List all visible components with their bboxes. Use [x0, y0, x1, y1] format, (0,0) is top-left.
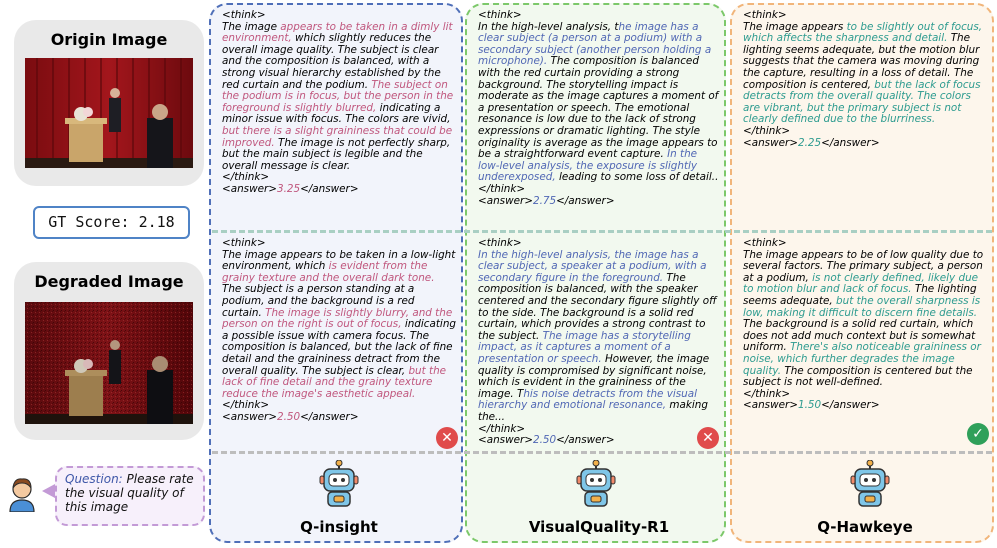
- highlighted-text: is evident from the grainy texture and the overall dark tone.: [222, 260, 435, 284]
- highlighted-text: In the low-level analysis, the exposure is slightly underexposed,: [478, 148, 698, 184]
- response-text: indicating a minor issue with focus. The colors are vivid,: [222, 101, 451, 126]
- row-separator-top: [212, 230, 992, 233]
- q-insight-wrong-icon: ✕: [436, 427, 458, 449]
- gt-score-label: GT Score:: [48, 213, 130, 231]
- degraded-image-card: [14, 262, 204, 440]
- answer-open-tag: <answer>: [743, 136, 798, 149]
- answer-score: 2.75: [532, 194, 557, 207]
- think-open-tag: <think>: [478, 9, 522, 21]
- response-text: making the...: [478, 399, 708, 423]
- think-close-tag: </think>: [222, 399, 270, 412]
- response-text: However, the image quality is compromised by significant noise, which is evident in the graininess of the image. T: [478, 352, 710, 400]
- response-text: The image is not perfectly sharp, but the main subject is legible and the overall message is clear.: [222, 136, 451, 172]
- highlighted-text: but the overall sharpness is low, making it difficult to discern fine details.: [743, 294, 981, 319]
- highlighted-text: appears to be taken in a dimly lit environment,: [222, 20, 453, 45]
- answer-open-tag: <answer>: [743, 399, 798, 412]
- think-close-tag: </think>: [478, 182, 526, 195]
- response-text: The background is a solid red curtain, which does not add much context but is somewhat uniform.: [743, 318, 976, 354]
- answer-score: 2.50: [276, 410, 301, 423]
- highlighted-text: his noise detracts from the visual hierarchy and emotional resonance,: [478, 387, 698, 412]
- question-text: Please rate the visual quality of this image: [65, 472, 194, 514]
- answer-score: 1.50: [797, 399, 822, 412]
- answer-open-tag: <answer>: [478, 194, 533, 207]
- response-text: leading to some loss of detail..: [555, 171, 719, 184]
- user-avatar-icon: [4, 474, 40, 512]
- response-text: The lighting seems adequate, but the motion blur suggests that the camera was moving during the capture, resulting in a loss of detail. The composition is centered,: [743, 32, 980, 91]
- q-insight-response-origin: [222, 10, 456, 196]
- question-pointer: [42, 484, 55, 498]
- origin-image-card: [14, 20, 204, 186]
- response-text: indicating a possible issue with camera focus. The composition is balanced, but the lack of fine detail and the graininess detract from the overall quality. The subject is clear,: [222, 318, 456, 377]
- answer-close-tag: </answer>: [300, 410, 359, 423]
- think-open-tag: <think>: [222, 237, 266, 249]
- response-text: The image appears to be of low quality due to several factors. The primary subject, a person at a podium,: [743, 248, 984, 284]
- response-text: The composition is balanced, with the speaker centered and the secondary figure slightly off to the side. The background is a solid red curtain, which provides a strong contrast to the subject.: [478, 271, 717, 342]
- highlighted-text: but the lack of fine detail and the grainy texture reduce the image's aesthetic appeal.: [222, 364, 447, 400]
- think-open-tag: <think>: [743, 9, 787, 21]
- response-text: The composition is balanced with the red curtain providing a strong background. The storytelling impact is moderate as the image captures a moment of a presentation or speech. The emotional resonance is low due to the lack of strong expressions or dramatic lighting. The style originality is average as the image appears to be a straightforward event capture.: [478, 55, 719, 161]
- think-close-tag: </think>: [222, 171, 270, 184]
- visualquality-r1-label: VisualQuality-R1: [528, 518, 670, 536]
- visualquality-r1-response-degraded: [478, 238, 720, 447]
- q-insight-label: Q-insight: [300, 518, 378, 536]
- response-text: The image appears: [743, 20, 847, 33]
- gt-score-box: [33, 206, 190, 239]
- answer-open-tag: <answer>: [222, 182, 277, 195]
- degraded-image-photo: [25, 302, 193, 424]
- think-open-tag: <think>: [743, 237, 787, 249]
- q-hawkeye-response-degraded: [743, 238, 987, 412]
- highlighted-text: In the high-level analysis, the image has a clear subject, a speaker at a podium, with a secondary figure in the foreground.: [478, 248, 707, 284]
- think-close-tag: </think>: [743, 387, 791, 400]
- response-text: The image: [222, 20, 281, 33]
- question-label: Question:: [65, 472, 123, 486]
- highlighted-text: The subject on the podium is in focus, but the person in the foreground is slightly blurred,: [222, 78, 454, 114]
- answer-close-tag: </answer>: [821, 136, 880, 149]
- response-text: The composition is centered but the subject is not well-defined.: [743, 364, 973, 389]
- degraded-image-title: Degraded Image: [34, 272, 184, 291]
- q-hawkeye-correct-icon: ✓: [967, 423, 989, 445]
- response-text: The image appears to be taken in a low-light environment, which: [222, 248, 456, 273]
- answer-close-tag: </answer>: [300, 182, 359, 195]
- response-text: The lighting seems adequate,: [743, 283, 977, 307]
- answer-score: 2.25: [797, 136, 822, 149]
- highlighted-text: but there is a slight graininess that could be improved.: [222, 124, 453, 149]
- think-close-tag: </think>: [743, 124, 791, 137]
- q-hawkeye-robot-icon: [848, 460, 892, 508]
- visualquality-r1-wrong-icon: ✕: [697, 427, 719, 449]
- answer-close-tag: </answer>: [556, 434, 615, 447]
- origin-image-title: Origin Image: [50, 30, 168, 49]
- highlighted-text: The image is slightly blurry, and the person on the right is out of focus,: [222, 306, 453, 331]
- highlighted-text: The image has a storytelling impact, as it captures a moment of a presentation or speech.: [478, 329, 691, 365]
- visualquality-r1-robot-icon: [574, 460, 618, 508]
- think-close-tag: </think>: [478, 422, 526, 435]
- think-open-tag: <think>: [478, 237, 522, 249]
- answer-close-tag: </answer>: [556, 194, 615, 207]
- q-hawkeye-response-origin: [743, 10, 987, 149]
- response-text: The subject is a person standing at a podium, and the background is a red curtain.: [222, 283, 415, 319]
- q-hawkeye-label: Q-Hawkeye: [817, 518, 913, 536]
- highlighted-text: but the lack of focus detracts from the overall quality. The colors are vibrant, but the primary subject is not clearly defined due to the blurriness.: [743, 78, 981, 126]
- q-insight-response-degraded: [222, 238, 456, 424]
- answer-open-tag: <answer>: [478, 434, 533, 447]
- visualquality-r1-response-origin: [478, 10, 720, 207]
- answer-score: 3.25: [276, 182, 301, 195]
- q-insight-robot-icon: [317, 460, 361, 508]
- answer-close-tag: </answer>: [821, 399, 880, 412]
- answer-score: 2.50: [532, 434, 557, 447]
- row-separator-bottom: [212, 451, 992, 454]
- highlighted-text: to be slightly out of focus, which affects the sharpness and detail.: [743, 20, 983, 45]
- question-box: [55, 466, 205, 526]
- highlighted-text: is not clearly defined, likely due to motion blur and lack of focus.: [743, 271, 979, 296]
- highlighted-text: There's also noticeable graininess or noise, which further degrades the image quality.: [743, 341, 981, 377]
- think-open-tag: <think>: [222, 9, 266, 21]
- answer-open-tag: <answer>: [222, 410, 277, 423]
- response-text: which slightly reduces the overall image quality. The subject is clear and the composition is balanced, with a strong visual hierarchy established by the red curtain and the podium.: [222, 32, 441, 91]
- response-text: In the high-level analysis, t: [478, 20, 619, 33]
- gt-score-value: 2.18: [138, 213, 175, 231]
- highlighted-text: he image has a clear subject (a person at a podium) with a secondary subject (another person holding a microphone).: [478, 20, 712, 68]
- origin-image-photo: [25, 58, 193, 168]
